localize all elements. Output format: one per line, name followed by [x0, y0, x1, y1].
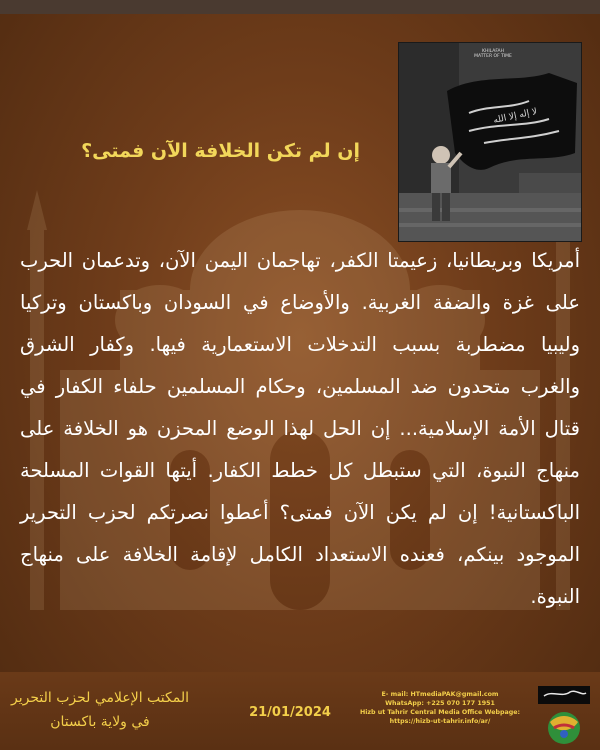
office-line1: المكتب الإعلامي لحزب التحرير	[10, 690, 190, 706]
page-title: إن لم تكن الخلافة الآن فمتى؟	[81, 140, 360, 162]
child-with-flag-photo	[398, 42, 582, 242]
contact-whatsapp: WhatsApp: +225 070 177 1951	[385, 700, 495, 707]
publication-date: 21/01/2024	[249, 705, 331, 720]
body-paragraph: أمريكا وبريطانيا، زعيمتا الكفر، تهاجمان اليمن الآن، وتدعمان الحرب على غزة والضفة الغربية. والأوضاع في السودان وباكستان وتركيا وليبيا مضطربة بسبب التدخلات الاستعمارية فيها. وكفار الشرق والغرب متحدون ضد المسلمين، وحكام المسلمين حلفاء الكفار في قتال الأمة الإسلامية... إن الحل لهذا الوضع المحزن هو الخلافة على منهاج النبوة، التي ستبطل كل خطط الكفار. أيتها القوات المسلحة الباكستانية! إن لم يكن الآن فمتى؟ أعطوا نصرتكم لحزب التحرير الموجود بينكم، فعنده الاستعداد الكامل لإقامة الخلافة على منهاج النبوة.	[20, 249, 580, 608]
contact-info	[350, 690, 530, 726]
contact-webpage-label: Hizb ut Tahrir Central Media Office Webpage:	[359, 709, 521, 716]
photo-caption-line2: MATTER OF TIME	[474, 54, 512, 59]
hizb-logo-icon	[536, 684, 592, 746]
contact-email: E- mail: HTmediaPAK@gmail.com	[381, 691, 499, 698]
contact-webpage-url: https://hizb-ut-tahrir.info/ar/	[389, 718, 491, 725]
photo-caption-line1: KHILAFAH	[482, 49, 504, 54]
photo-caption	[468, 49, 518, 59]
media-office-signature	[5, 686, 195, 734]
top-band	[0, 0, 600, 14]
svg-text:ﻻ ﺇﻟﻪ ﺇﻻ ﺍﻟﻠﻪ: ﻻ ﺇﻟﻪ ﺇﻻ ﺍﻟﻠﻪ	[492, 106, 539, 126]
office-line2: في ولاية باكستان	[50, 714, 150, 730]
